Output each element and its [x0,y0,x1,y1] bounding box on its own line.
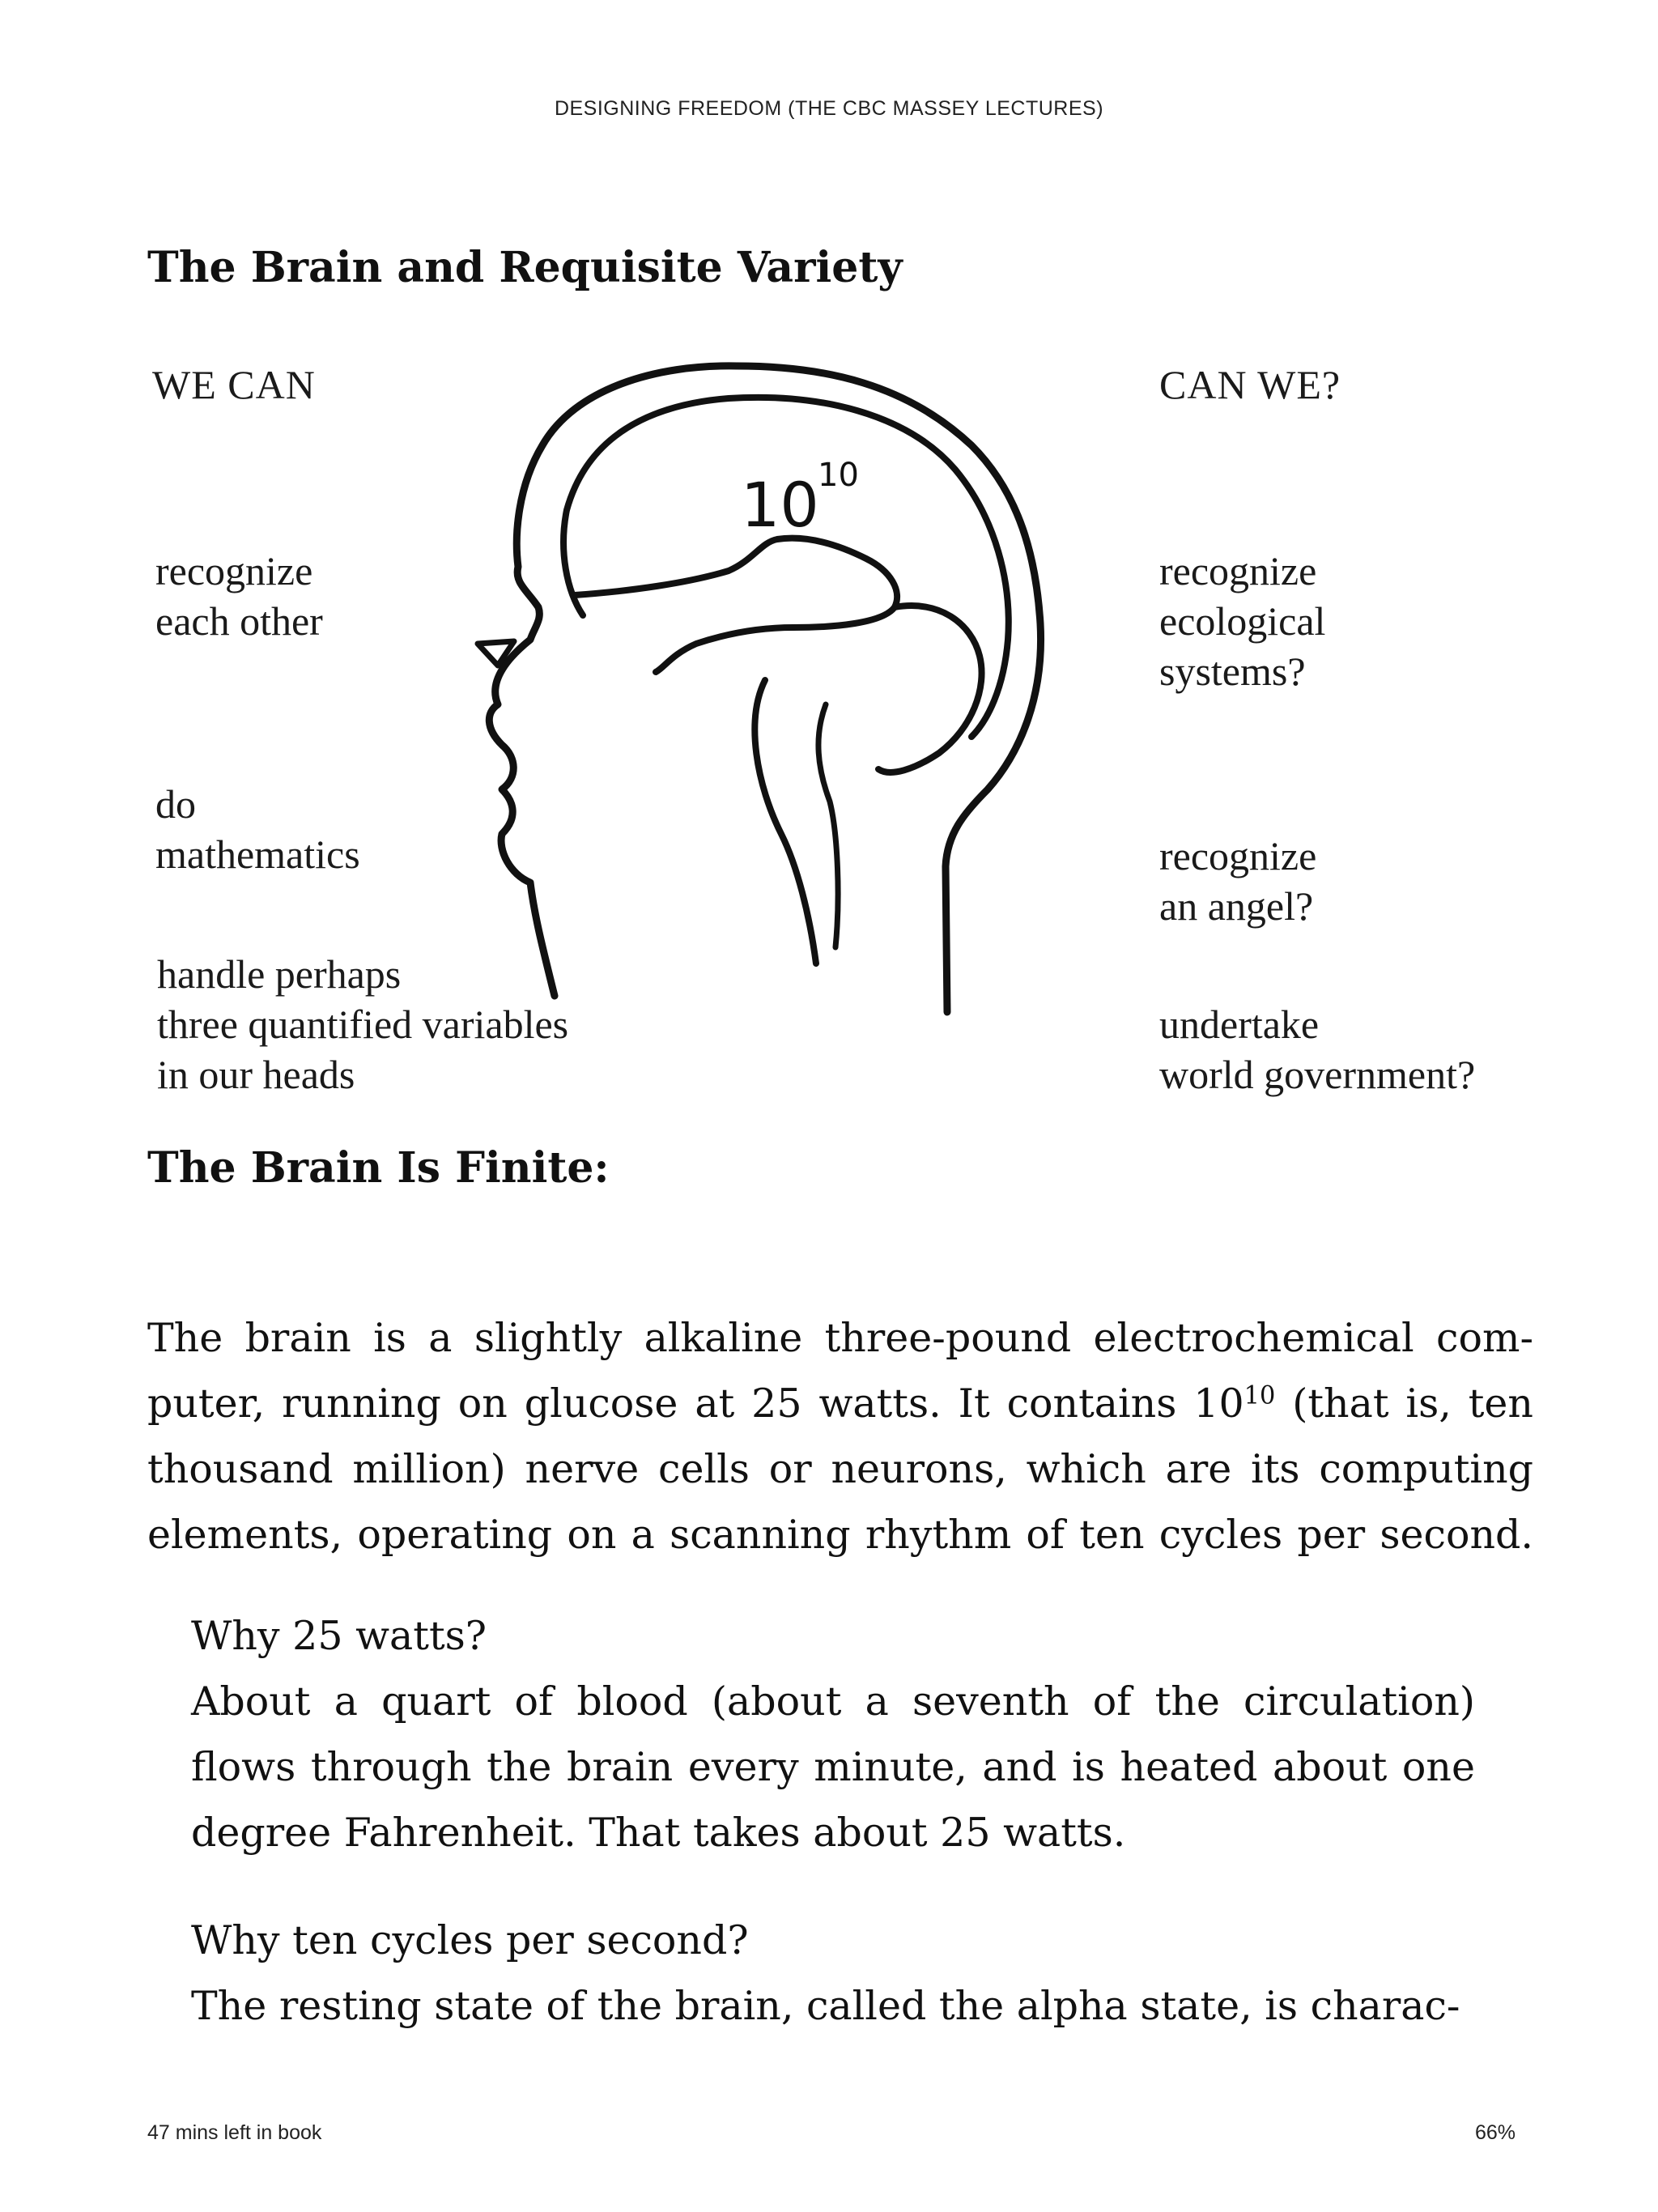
head-outline [489,366,1040,1012]
qa-block [191,1603,1475,1865]
cerebellum [878,606,982,772]
we-can-heading: WE CAN [152,362,316,407]
can-we-heading: CAN WE? [1159,362,1341,407]
reading-progress-percent: 66% [1474,2121,1516,2144]
section-title-brain-requisite-variety: The Brain and Requisite Variety [147,243,903,292]
body-line [147,1371,1533,1436]
section-title-brain-is-finite: The Brain Is Finite: [147,1143,610,1193]
body-line-part: puter, running on glucose at 25 watts. It contains 10 [147,1380,1244,1427]
qa-answer: The resting state of the brain, called the alpha state, is charac- [191,1983,1460,2029]
qa-block [191,1908,1475,2039]
qa-answer: About a quart of blood (about a seventh of the circulation) flows through the brain every minute, and is heated about one degree Fahrenheit. That takes about 25 watts. [191,1678,1475,1856]
brain-lobe [575,538,897,672]
superscript-exponent: 10 [1244,1381,1276,1410]
body-line: thousand million) nerve cells or neurons, which are its computing [147,1446,1533,1492]
body-line: The brain is a slightly alkaline three-pound electrochemical com- [147,1315,1533,1361]
time-left-indicator: 47 mins left in book [147,2121,322,2144]
left-item-three-variables: handle perhaps three quantified variables in our heads [157,951,569,1097]
body-line: elements, operating on a scanning rhythm of ten cycles per second. [147,1512,1533,1558]
right-item-world-government: undertake world government? [1159,1002,1476,1097]
brain-label-exponent: 10 [818,457,859,494]
running-header: DESIGNING FREEDOM (THE CBC MASSEY LECTURES) [554,97,1104,120]
brain-stem-inner [818,704,838,947]
qa-question: Why 25 watts? [191,1613,487,1659]
body-line-part: (that is, ten [1275,1380,1533,1427]
right-item-recognize-ecological-systems: recognize ecological systems? [1159,548,1326,694]
brain-stem [755,680,816,963]
inner-skull [563,398,1009,737]
qa-question: Why ten cycles per second? [191,1917,749,1963]
brain-head-illustration [453,348,1101,1061]
body-paragraph [147,1305,1533,1568]
brain-label-ten: 10 [741,469,819,541]
right-item-recognize-angel: recognize an angel? [1159,833,1317,929]
left-item-recognize-each-other: recognize each other [155,548,323,644]
left-item-do-mathematics: do mathematics [155,781,360,877]
